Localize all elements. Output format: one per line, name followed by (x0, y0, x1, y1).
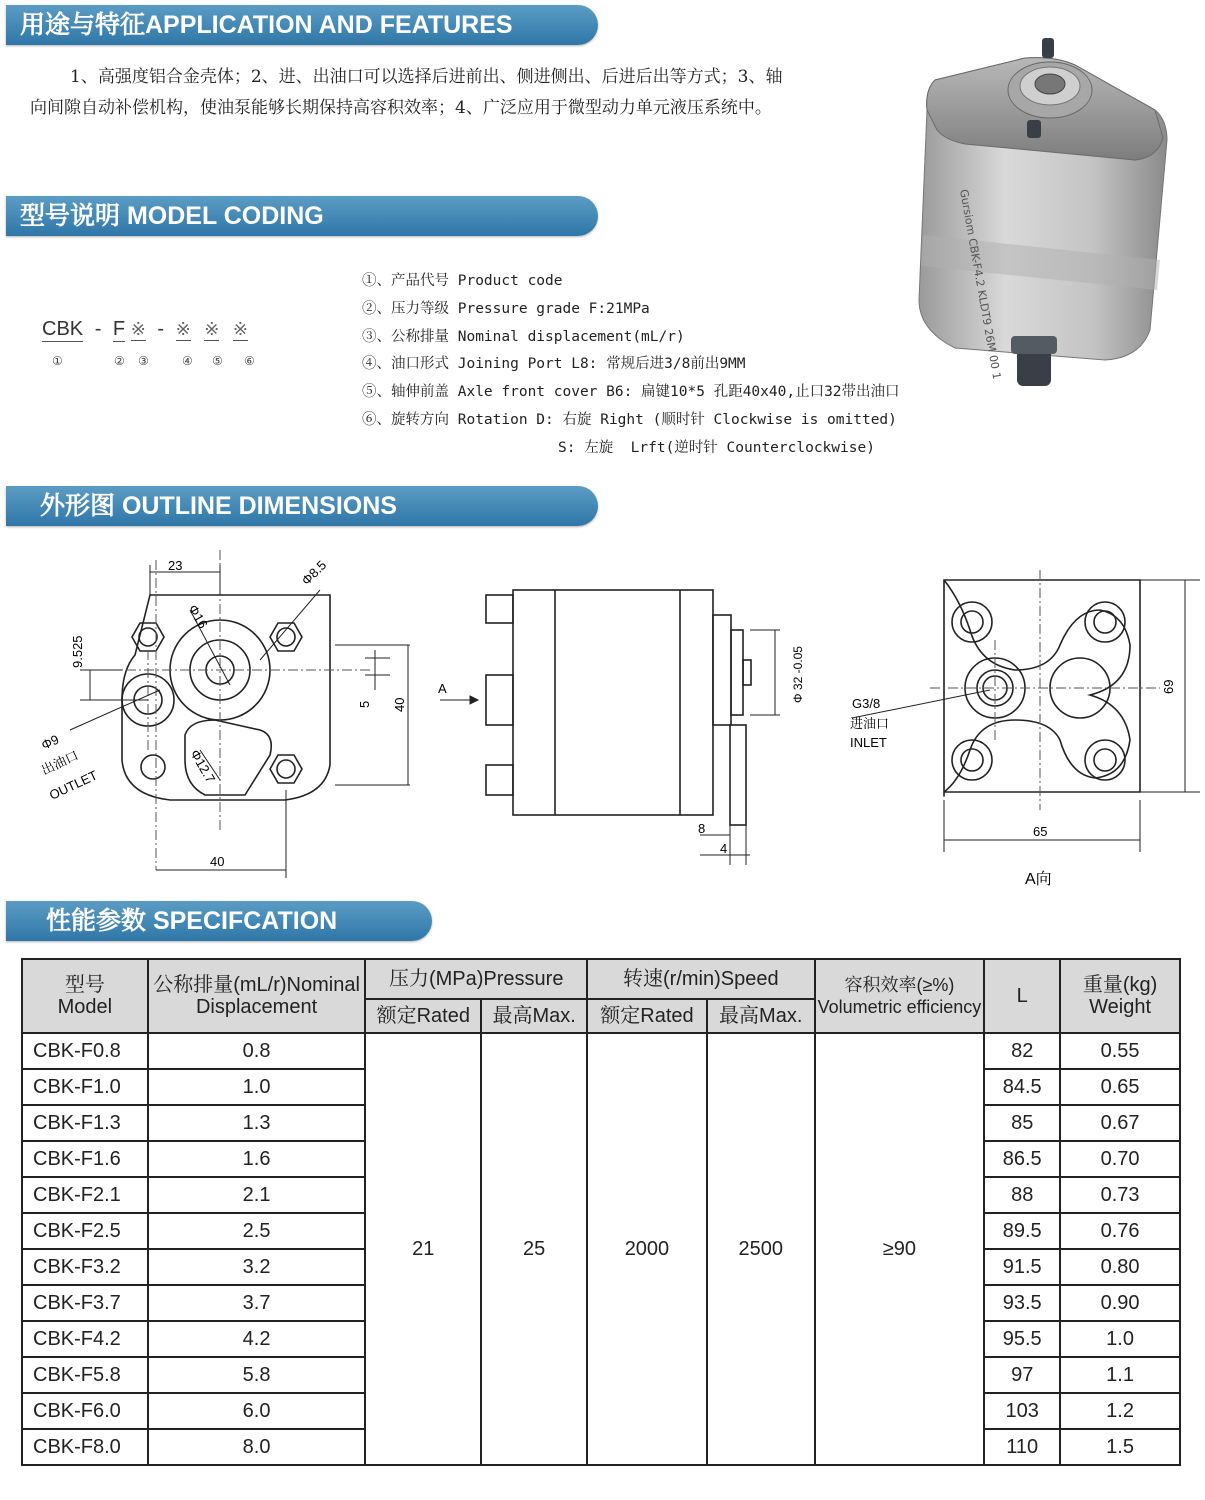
a-view-label: A向 (1025, 871, 1052, 888)
photo-label: Gursiom CBK-F4.2 KLDT9 26M 00 1 (957, 188, 1004, 381)
cell-weight: 1.0 (1060, 1321, 1180, 1357)
cell-l: 91.5 (984, 1249, 1060, 1285)
header-speed-rated: 额定Rated (587, 999, 707, 1033)
port-g3-8: G3/8 (852, 696, 881, 711)
coding-mark-3: ※ (130, 319, 146, 339)
coding-line-7: S: 左旋 Lrft(逆时针 Counterclockwise) (558, 440, 875, 456)
coding-mark-5: ※ (204, 319, 220, 339)
dim-phi-9: Φ9 (38, 731, 62, 753)
header-speed: 转速(r/min)Speed (587, 959, 815, 999)
dim-40-horizontal: 40 (210, 854, 225, 869)
cell-l: 85 (984, 1105, 1060, 1141)
header-displacement: 公称排量(mL/r)Nominal Displacement (148, 959, 366, 1033)
cell-model: CBK-F2.5 (22, 1213, 148, 1249)
table-row (22, 1033, 1180, 1069)
cell-l: 110 (984, 1429, 1060, 1465)
outlet-label-en: OUTLET (46, 767, 100, 803)
cell-model: CBK-F1.3 (22, 1105, 148, 1141)
cell-displacement: 1.0 (148, 1069, 366, 1105)
cell-l: 86.5 (984, 1141, 1060, 1177)
cell-weight: 0.65 (1060, 1069, 1180, 1105)
cell-model: CBK-F5.8 (22, 1357, 148, 1393)
cell-model: CBK-F1.0 (22, 1069, 148, 1105)
coding-line-1: ①、产品代号 Product code (362, 273, 563, 289)
cell-weight: 1.5 (1060, 1429, 1180, 1465)
header-pressure-rated: 额定Rated (365, 999, 481, 1033)
cell-speed-rated: 2000 (587, 1033, 707, 1465)
pump-photo (905, 30, 1175, 390)
coding-num-3: ③ (138, 354, 149, 368)
cell-l: 82 (984, 1033, 1060, 1069)
cell-l: 93.5 (984, 1285, 1060, 1321)
cell-model: CBK-F6.0 (22, 1393, 148, 1429)
cell-displacement: 3.7 (148, 1285, 366, 1321)
dim-phi-32: Φ 32 -0.05 (791, 646, 805, 703)
cell-displacement: 3.2 (148, 1249, 366, 1285)
cell-weight: 1.1 (1060, 1357, 1180, 1393)
dim-23: 23 (168, 558, 183, 573)
coding-num-1: ① (52, 354, 63, 368)
cell-weight: 0.73 (1060, 1177, 1180, 1213)
cell-displacement: 4.2 (148, 1321, 366, 1357)
header-pressure-max: 最高Max. (481, 999, 587, 1033)
cell-weight: 0.67 (1060, 1105, 1180, 1141)
dim-9-525: 9.525 (70, 635, 85, 668)
cell-model: CBK-F8.0 (22, 1429, 148, 1465)
arrow-a-label: A (438, 681, 447, 696)
outline-banner-text: 外形图 OUTLINE DIMENSIONS (40, 492, 397, 520)
cell-weight: 0.55 (1060, 1033, 1180, 1069)
front-view-drawing (30, 550, 410, 885)
section-banner-outline (6, 486, 598, 526)
cell-weight: 0.76 (1060, 1213, 1180, 1249)
cell-efficiency: ≥90 (815, 1033, 985, 1465)
header-model: 型号 Model (22, 959, 148, 1033)
cell-weight: 0.80 (1060, 1249, 1180, 1285)
dim-4: 4 (720, 841, 728, 856)
coding-pattern (42, 318, 248, 342)
cell-weight: 0.70 (1060, 1141, 1180, 1177)
coding-prefix: CBK (42, 318, 84, 340)
cell-l: 95.5 (984, 1321, 1060, 1357)
header-weight: 重量(kg) Weight (1060, 959, 1180, 1033)
coding-mark-4: ※ (175, 319, 191, 339)
cell-displacement: 1.3 (148, 1105, 366, 1141)
coding-mark-6: ※ (232, 319, 248, 339)
cell-model: CBK-F3.2 (22, 1249, 148, 1285)
cell-displacement: 1.6 (148, 1141, 366, 1177)
header-pressure: 压力(MPa)Pressure (365, 959, 587, 999)
coding-line-5: ⑤、轴伸前盖 Axle front cover B6: 扁键10*5 孔距40x40,止口32带出油口 (362, 384, 900, 400)
spec-banner-text: 性能参数 SPECIFCATION (46, 907, 338, 935)
cell-displacement: 2.1 (148, 1177, 366, 1213)
cell-model: CBK-F0.8 (22, 1033, 148, 1069)
cell-displacement: 2.5 (148, 1213, 366, 1249)
dim-8: 8 (698, 821, 706, 836)
coding-num-2: ② (114, 354, 125, 368)
section-banner-application: 用途与特征APPLICATION AND FEATURES (6, 5, 598, 45)
cell-weight: 1.2 (1060, 1393, 1180, 1429)
cell-l: 88 (984, 1177, 1060, 1213)
cell-pressure-max: 25 (481, 1033, 587, 1465)
cell-displacement: 6.0 (148, 1393, 366, 1429)
coding-num-4: ④ (182, 354, 193, 368)
outlet-label-cn: 出油口 (38, 747, 81, 778)
cell-displacement: 0.8 (148, 1033, 366, 1069)
coding-line-4: ④、油口形式 Joining Port L8: 常规后进3/8前出9MM (362, 356, 746, 372)
coding-line-6: ⑥、旋转方向 Rotation D: 右旋 Right (顺时针 Clockwise is omitted) (362, 412, 897, 428)
cell-l: 97 (984, 1357, 1060, 1393)
header-l: L (984, 959, 1060, 1033)
cell-model: CBK-F1.6 (22, 1141, 148, 1177)
cell-weight: 0.90 (1060, 1285, 1180, 1321)
cell-model: CBK-F2.1 (22, 1177, 148, 1213)
cell-model: CBK-F4.2 (22, 1321, 148, 1357)
dim-40-vertical: 40 (392, 697, 407, 712)
dim-phi-8-5: Φ8.5 (298, 557, 330, 589)
section-banner-specification (6, 901, 432, 941)
application-text: 1、高强度铝合金壳体；2、进、出油口可以选择后进前出、侧进侧出、后进后出等方式；3、轴向间隙自动补偿机构，使油泵能够长期保持高容积效率；4、广泛应用于微型动力单元液压系统中。 (30, 67, 783, 118)
inlet-label-en: INLET (850, 735, 887, 750)
cell-l: 103 (984, 1393, 1060, 1429)
coding-line-2: ②、压力等级 Pressure grade F:21MPa (362, 301, 650, 317)
cell-displacement: 8.0 (148, 1429, 366, 1465)
header-efficiency: 容积效率(≥%) Volumetric efficiency (815, 959, 985, 1033)
cell-model: CBK-F3.7 (22, 1285, 148, 1321)
dim-phi-16: Φ16 (185, 602, 211, 632)
cell-l: 89.5 (984, 1213, 1060, 1249)
section-banner-model-coding: 型号说明 MODEL CODING (6, 196, 598, 236)
coding-line-3: ③、公称排量 Nominal displacement(mL/r) (362, 329, 685, 345)
dim-69: 69 (1161, 679, 1176, 694)
spec-table (21, 958, 1181, 1466)
dim-5: 5 (357, 700, 372, 708)
a-view-drawing (840, 570, 1200, 890)
dim-phi-12-7: Φ12.7 (187, 747, 219, 786)
coding-num-6: ⑥ (244, 354, 255, 368)
cell-l: 84.5 (984, 1069, 1060, 1105)
coding-letter: F (112, 318, 126, 340)
cell-displacement: 5.8 (148, 1357, 366, 1393)
inlet-label-cn: 进油口 (850, 716, 890, 731)
cell-speed-max: 2500 (707, 1033, 815, 1465)
dim-65: 65 (1033, 824, 1048, 839)
side-view-drawing (430, 575, 830, 865)
cell-pressure-rated: 21 (365, 1033, 481, 1465)
coding-num-5: ⑤ (212, 354, 223, 368)
header-speed-max: 最高Max. (707, 999, 815, 1033)
coding-dash-2: - (157, 318, 165, 340)
coding-dash-1: - (94, 318, 102, 340)
